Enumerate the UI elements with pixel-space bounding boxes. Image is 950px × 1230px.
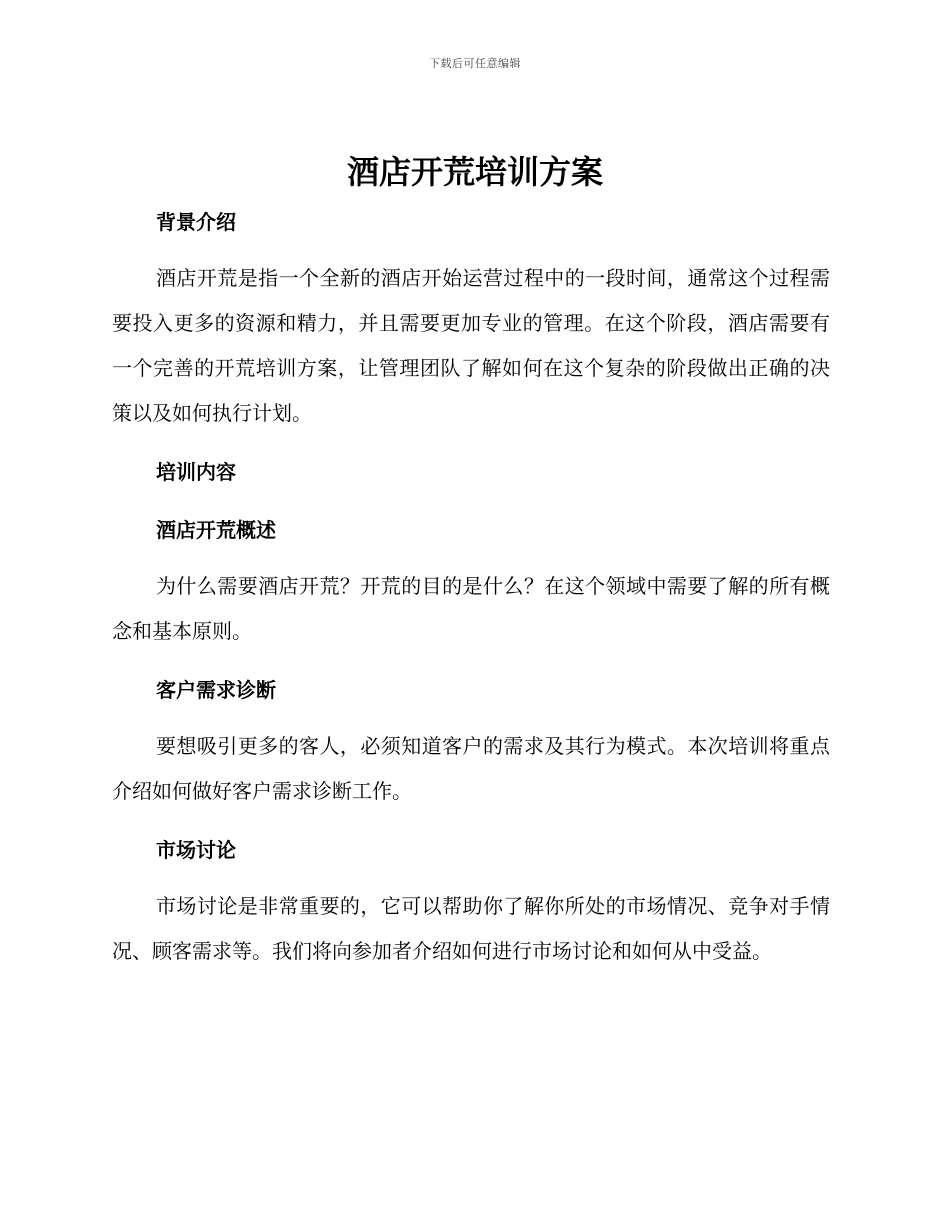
header-note: 下载后可任意编辑 bbox=[429, 57, 521, 70]
page-title: 酒店开荒培训方案 bbox=[346, 153, 603, 191]
section-paragraph-overview: 为什么需要酒店开荒？开荒的目的是什么？在这个领域中需要了解的所有概念和基本原则。 bbox=[112, 574, 830, 643]
section-paragraph-background: 酒店开荒是指一个全新的酒店开始运营过程中的一段时间，通常这个过程需要投入更多的资源和精力，并且需要更加专业的管理。在这个阶段，酒店需要有一个完善的开荒培训方案，让管理团队了解如何在这个复杂的阶段做出正确的决策以及如何执行计划。 bbox=[112, 266, 830, 425]
section-paragraph-market-discussion: 市场讨论是非常重要的，它可以帮助你了解你所处的市场情况、竞争对手情况、顾客需求等。我们将向参加者介绍如何进行市场讨论和如何从中受益。 bbox=[112, 894, 830, 963]
section-heading-market-discussion: 市场讨论 bbox=[156, 838, 236, 862]
section-heading-customer-needs: 客户需求诊断 bbox=[156, 678, 276, 702]
section-heading-background: 背景介绍 bbox=[156, 210, 236, 234]
section-paragraph-customer-needs: 要想吸引更多的客人，必须知道客户的需求及其行为模式。本次培训将重点介绍如何做好客户需求诊断工作。 bbox=[112, 734, 830, 803]
document-body bbox=[112, 200, 830, 974]
section-heading-overview: 酒店开荒概述 bbox=[156, 518, 276, 542]
section-heading-training-content: 培训内容 bbox=[156, 460, 236, 484]
